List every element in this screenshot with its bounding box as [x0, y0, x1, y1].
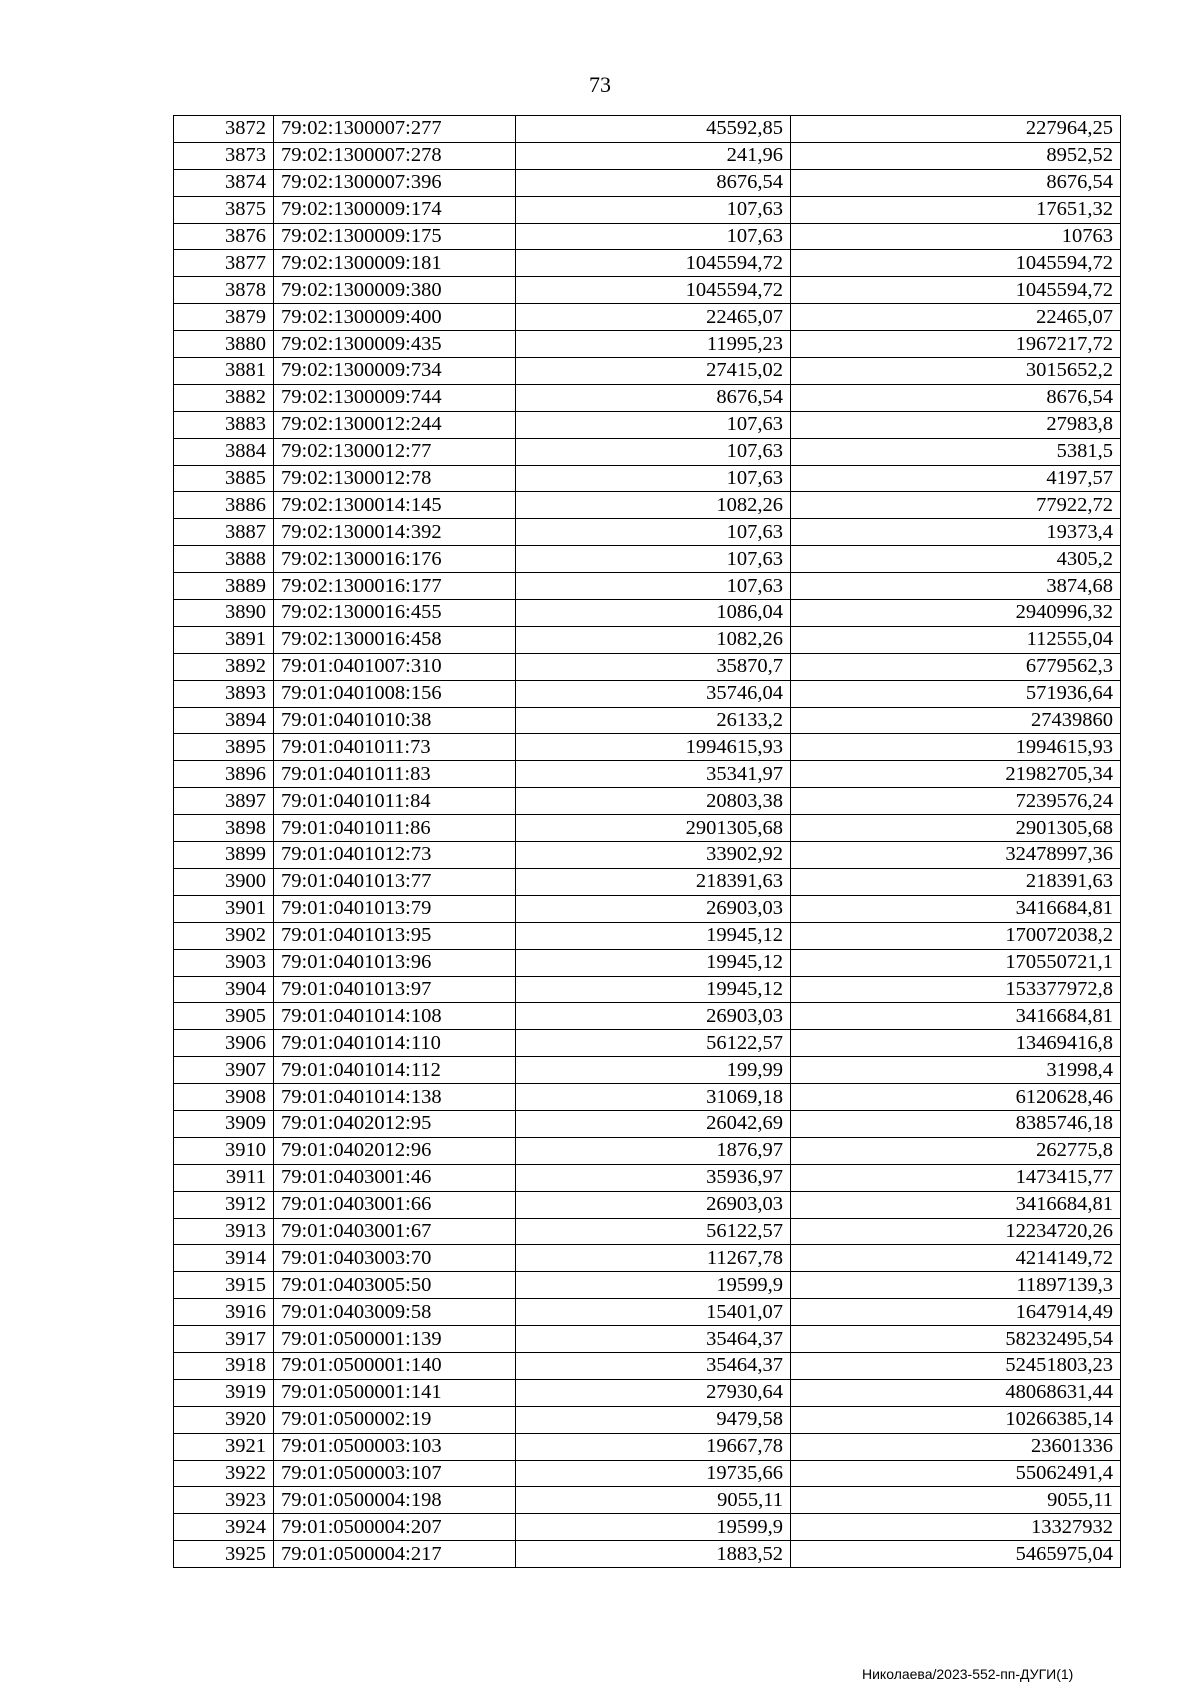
value-1: 26903,03 — [516, 895, 791, 922]
cadastral-number: 79:01:0401008:156 — [274, 680, 516, 707]
table-row — [174, 600, 1121, 627]
row-number: 3897 — [174, 788, 274, 815]
value-1: 107,63 — [516, 223, 791, 250]
table-row — [174, 1191, 1121, 1218]
value-1: 45592,85 — [516, 116, 791, 143]
cadastral-number: 79:01:0403005:50 — [274, 1272, 516, 1299]
table-row — [174, 519, 1121, 546]
table-row — [174, 895, 1121, 922]
value-1: 1082,26 — [516, 626, 791, 653]
row-number: 3890 — [174, 600, 274, 627]
value-2: 10266385,14 — [791, 1406, 1121, 1433]
value-1: 56122,57 — [516, 1030, 791, 1057]
cadastral-number: 79:02:1300009:744 — [274, 384, 516, 411]
row-number: 3919 — [174, 1379, 274, 1406]
table-row — [174, 223, 1121, 250]
row-number: 3918 — [174, 1352, 274, 1379]
table-row — [174, 1218, 1121, 1245]
value-2: 1967217,72 — [791, 331, 1121, 358]
value-1: 19945,12 — [516, 922, 791, 949]
table-row — [174, 1326, 1121, 1353]
value-2: 17651,32 — [791, 196, 1121, 223]
row-number: 3874 — [174, 169, 274, 196]
value-1: 8676,54 — [516, 384, 791, 411]
row-number: 3893 — [174, 680, 274, 707]
row-number: 3896 — [174, 761, 274, 788]
cadastral-number: 79:01:0401011:84 — [274, 788, 516, 815]
value-2: 3416684,81 — [791, 1191, 1121, 1218]
row-number: 3883 — [174, 411, 274, 438]
value-1: 15401,07 — [516, 1299, 791, 1326]
row-number: 3891 — [174, 626, 274, 653]
value-2: 3015652,2 — [791, 358, 1121, 385]
value-2: 58232495,54 — [791, 1326, 1121, 1353]
cadastral-number: 79:02:1300007:277 — [274, 116, 516, 143]
table-row — [174, 707, 1121, 734]
table-row — [174, 304, 1121, 331]
value-1: 241,96 — [516, 142, 791, 169]
value-1: 35870,7 — [516, 653, 791, 680]
table-row — [174, 438, 1121, 465]
row-number: 3920 — [174, 1406, 274, 1433]
value-1: 8676,54 — [516, 169, 791, 196]
cadastral-number: 79:01:0403001:46 — [274, 1164, 516, 1191]
table-row — [174, 1003, 1121, 1030]
cadastral-number: 79:01:0401011:73 — [274, 734, 516, 761]
cadastral-number: 79:02:1300009:175 — [274, 223, 516, 250]
row-number: 3881 — [174, 358, 274, 385]
cadastral-number: 79:01:0401014:108 — [274, 1003, 516, 1030]
row-number: 3898 — [174, 815, 274, 842]
value-1: 107,63 — [516, 196, 791, 223]
row-number: 3900 — [174, 868, 274, 895]
cadastral-number: 79:01:0403003:70 — [274, 1245, 516, 1272]
row-number: 3913 — [174, 1218, 274, 1245]
row-number: 3909 — [174, 1110, 274, 1137]
row-number: 3925 — [174, 1541, 274, 1568]
table-row — [174, 653, 1121, 680]
value-2: 48068631,44 — [791, 1379, 1121, 1406]
cadastral-number: 79:01:0402012:95 — [274, 1110, 516, 1137]
cadastral-number: 79:01:0401014:112 — [274, 1057, 516, 1084]
table-row — [174, 116, 1121, 143]
value-1: 19599,9 — [516, 1514, 791, 1541]
table-row — [174, 250, 1121, 277]
table-row — [174, 680, 1121, 707]
value-1: 1883,52 — [516, 1541, 791, 1568]
value-2: 218391,63 — [791, 868, 1121, 895]
table-row — [174, 626, 1121, 653]
row-number: 3901 — [174, 895, 274, 922]
value-2: 8676,54 — [791, 169, 1121, 196]
value-1: 107,63 — [516, 465, 791, 492]
value-1: 107,63 — [516, 546, 791, 573]
table-row — [174, 1137, 1121, 1164]
row-number: 3914 — [174, 1245, 274, 1272]
value-2: 13327932 — [791, 1514, 1121, 1541]
value-1: 35936,97 — [516, 1164, 791, 1191]
value-2: 2940996,32 — [791, 600, 1121, 627]
cadastral-number: 79:01:0401010:38 — [274, 707, 516, 734]
cadastral-number: 79:02:1300009:734 — [274, 358, 516, 385]
row-number: 3906 — [174, 1030, 274, 1057]
table-row — [174, 1379, 1121, 1406]
table-row — [174, 1164, 1121, 1191]
cadastral-number: 79:02:1300016:177 — [274, 573, 516, 600]
value-2: 32478997,36 — [791, 842, 1121, 869]
cadastral-number: 79:01:0401011:86 — [274, 815, 516, 842]
value-2: 21982705,34 — [791, 761, 1121, 788]
value-2: 1473415,77 — [791, 1164, 1121, 1191]
table-row — [174, 788, 1121, 815]
cadastral-number: 79:02:1300016:455 — [274, 600, 516, 627]
cadastral-number: 79:02:1300007:396 — [274, 169, 516, 196]
value-2: 2901305,68 — [791, 815, 1121, 842]
value-2: 4197,57 — [791, 465, 1121, 492]
cadastral-number: 79:02:1300007:278 — [274, 142, 516, 169]
table-row — [174, 815, 1121, 842]
value-2: 52451803,23 — [791, 1352, 1121, 1379]
value-1: 1876,97 — [516, 1137, 791, 1164]
table-row — [174, 1460, 1121, 1487]
cadastral-number: 79:01:0401013:77 — [274, 868, 516, 895]
value-1: 199,99 — [516, 1057, 791, 1084]
value-2: 153377972,8 — [791, 976, 1121, 1003]
row-number: 3903 — [174, 949, 274, 976]
value-2: 3416684,81 — [791, 1003, 1121, 1030]
cadastral-number: 79:02:1300009:174 — [274, 196, 516, 223]
value-2: 4214149,72 — [791, 1245, 1121, 1272]
table-row — [174, 1514, 1121, 1541]
value-1: 22465,07 — [516, 304, 791, 331]
value-1: 107,63 — [516, 573, 791, 600]
table-row — [174, 868, 1121, 895]
value-1: 31069,18 — [516, 1084, 791, 1111]
value-2: 6779562,3 — [791, 653, 1121, 680]
table-row — [174, 949, 1121, 976]
cadastral-number: 79:01:0401014:110 — [274, 1030, 516, 1057]
value-1: 27415,02 — [516, 358, 791, 385]
table-row — [174, 734, 1121, 761]
table-row — [174, 331, 1121, 358]
value-2: 22465,07 — [791, 304, 1121, 331]
value-1: 1082,26 — [516, 492, 791, 519]
table-row — [174, 196, 1121, 223]
cadastral-number: 79:01:0401012:73 — [274, 842, 516, 869]
value-2: 3416684,81 — [791, 895, 1121, 922]
row-number: 3875 — [174, 196, 274, 223]
cadastral-number: 79:02:1300009:400 — [274, 304, 516, 331]
row-number: 3886 — [174, 492, 274, 519]
table-row — [174, 384, 1121, 411]
value-2: 31998,4 — [791, 1057, 1121, 1084]
row-number: 3923 — [174, 1487, 274, 1514]
table-row — [174, 1406, 1121, 1433]
value-1: 19599,9 — [516, 1272, 791, 1299]
table-row — [174, 761, 1121, 788]
value-2: 12234720,26 — [791, 1218, 1121, 1245]
value-2: 262775,8 — [791, 1137, 1121, 1164]
row-number: 3882 — [174, 384, 274, 411]
cadastral-number: 79:01:0500004:217 — [274, 1541, 516, 1568]
row-number: 3905 — [174, 1003, 274, 1030]
row-number: 3922 — [174, 1460, 274, 1487]
value-2: 5465975,04 — [791, 1541, 1121, 1568]
cadastral-number: 79:01:0500001:139 — [274, 1326, 516, 1353]
value-2: 170072038,2 — [791, 922, 1121, 949]
table-row — [174, 1299, 1121, 1326]
cadastral-number: 79:01:0401011:83 — [274, 761, 516, 788]
row-number: 3911 — [174, 1164, 274, 1191]
cadastral-number: 79:01:0403009:58 — [274, 1299, 516, 1326]
table-row — [174, 142, 1121, 169]
value-1: 218391,63 — [516, 868, 791, 895]
cadastral-number: 79:02:1300009:380 — [274, 277, 516, 304]
cadastral-number: 79:02:1300012:78 — [274, 465, 516, 492]
value-2: 23601336 — [791, 1433, 1121, 1460]
value-1: 20803,38 — [516, 788, 791, 815]
value-1: 26903,03 — [516, 1191, 791, 1218]
row-number: 3916 — [174, 1299, 274, 1326]
table-row — [174, 358, 1121, 385]
cadastral-number: 79:02:1300016:176 — [274, 546, 516, 573]
value-2: 571936,64 — [791, 680, 1121, 707]
row-number: 3888 — [174, 546, 274, 573]
data-table — [173, 115, 1121, 1568]
cadastral-number: 79:02:1300009:435 — [274, 331, 516, 358]
cadastral-number: 79:02:1300014:145 — [274, 492, 516, 519]
row-number: 3889 — [174, 573, 274, 600]
table-row — [174, 1245, 1121, 1272]
table-row — [174, 277, 1121, 304]
row-number: 3904 — [174, 976, 274, 1003]
value-1: 1086,04 — [516, 600, 791, 627]
value-2: 13469416,8 — [791, 1030, 1121, 1057]
table-row — [174, 169, 1121, 196]
cadastral-number: 79:01:0500001:141 — [274, 1379, 516, 1406]
cadastral-number: 79:01:0500004:207 — [274, 1514, 516, 1541]
value-1: 19735,66 — [516, 1460, 791, 1487]
row-number: 3910 — [174, 1137, 274, 1164]
value-2: 27439860 — [791, 707, 1121, 734]
row-number: 3915 — [174, 1272, 274, 1299]
cadastral-number: 79:01:0401007:310 — [274, 653, 516, 680]
cadastral-number: 79:01:0500004:198 — [274, 1487, 516, 1514]
cadastral-number: 79:01:0403001:66 — [274, 1191, 516, 1218]
row-number: 3902 — [174, 922, 274, 949]
value-2: 227964,25 — [791, 116, 1121, 143]
row-number: 3878 — [174, 277, 274, 304]
value-1: 11267,78 — [516, 1245, 791, 1272]
value-2: 55062491,4 — [791, 1460, 1121, 1487]
value-1: 35464,37 — [516, 1352, 791, 1379]
table-row — [174, 1272, 1121, 1299]
value-1: 26133,2 — [516, 707, 791, 734]
table-row — [174, 546, 1121, 573]
row-number: 3917 — [174, 1326, 274, 1353]
row-number: 3887 — [174, 519, 274, 546]
cadastral-number: 79:02:1300012:244 — [274, 411, 516, 438]
value-1: 107,63 — [516, 438, 791, 465]
value-1: 11995,23 — [516, 331, 791, 358]
value-2: 11897139,3 — [791, 1272, 1121, 1299]
row-number: 3895 — [174, 734, 274, 761]
value-2: 27983,8 — [791, 411, 1121, 438]
table-row — [174, 492, 1121, 519]
value-1: 1045594,72 — [516, 277, 791, 304]
cadastral-number: 79:02:1300009:181 — [274, 250, 516, 277]
value-2: 1045594,72 — [791, 277, 1121, 304]
row-number: 3924 — [174, 1514, 274, 1541]
row-number: 3880 — [174, 331, 274, 358]
row-number: 3873 — [174, 142, 274, 169]
value-1: 19945,12 — [516, 949, 791, 976]
value-1: 9479,58 — [516, 1406, 791, 1433]
value-2: 1647914,49 — [791, 1299, 1121, 1326]
value-1: 26903,03 — [516, 1003, 791, 1030]
value-1: 9055,11 — [516, 1487, 791, 1514]
cadastral-number: 79:02:1300012:77 — [274, 438, 516, 465]
row-number: 3899 — [174, 842, 274, 869]
value-2: 8385746,18 — [791, 1110, 1121, 1137]
row-number: 3912 — [174, 1191, 274, 1218]
value-1: 19945,12 — [516, 976, 791, 1003]
row-number: 3908 — [174, 1084, 274, 1111]
table-body — [174, 116, 1121, 1568]
value-2: 6120628,46 — [791, 1084, 1121, 1111]
value-2: 5381,5 — [791, 438, 1121, 465]
cadastral-number: 79:01:0403001:67 — [274, 1218, 516, 1245]
cadastral-number: 79:01:0401014:138 — [274, 1084, 516, 1111]
cadastral-number: 79:01:0401013:96 — [274, 949, 516, 976]
table-row — [174, 842, 1121, 869]
table-row — [174, 1084, 1121, 1111]
value-2: 170550721,1 — [791, 949, 1121, 976]
value-1: 26042,69 — [516, 1110, 791, 1137]
cadastral-number: 79:01:0500003:103 — [274, 1433, 516, 1460]
value-2: 19373,4 — [791, 519, 1121, 546]
table-row — [174, 573, 1121, 600]
table-row — [174, 1541, 1121, 1568]
row-number: 3894 — [174, 707, 274, 734]
value-1: 35341,97 — [516, 761, 791, 788]
row-number: 3877 — [174, 250, 274, 277]
value-1: 1045594,72 — [516, 250, 791, 277]
cadastral-number: 79:01:0401013:79 — [274, 895, 516, 922]
value-1: 33902,92 — [516, 842, 791, 869]
row-number: 3885 — [174, 465, 274, 492]
table-row — [174, 1352, 1121, 1379]
value-2: 8676,54 — [791, 384, 1121, 411]
value-2: 112555,04 — [791, 626, 1121, 653]
table-row — [174, 1487, 1121, 1514]
table-row — [174, 1057, 1121, 1084]
value-1: 1994615,93 — [516, 734, 791, 761]
value-1: 107,63 — [516, 411, 791, 438]
row-number: 3876 — [174, 223, 274, 250]
row-number: 3879 — [174, 304, 274, 331]
row-number: 3907 — [174, 1057, 274, 1084]
cadastral-number: 79:02:1300016:458 — [274, 626, 516, 653]
row-number: 3921 — [174, 1433, 274, 1460]
cadastral-number: 79:01:0500001:140 — [274, 1352, 516, 1379]
table-row — [174, 1030, 1121, 1057]
value-2: 9055,11 — [791, 1487, 1121, 1514]
value-2: 1994615,93 — [791, 734, 1121, 761]
value-2: 3874,68 — [791, 573, 1121, 600]
value-1: 2901305,68 — [516, 815, 791, 842]
value-2: 8952,52 — [791, 142, 1121, 169]
cadastral-number: 79:02:1300014:392 — [274, 519, 516, 546]
value-2: 7239576,24 — [791, 788, 1121, 815]
value-1: 35746,04 — [516, 680, 791, 707]
value-2: 10763 — [791, 223, 1121, 250]
table-row — [174, 922, 1121, 949]
cadastral-number: 79:01:0402012:96 — [274, 1137, 516, 1164]
row-number: 3892 — [174, 653, 274, 680]
cadastral-number: 79:01:0500002:19 — [274, 1406, 516, 1433]
value-1: 19667,78 — [516, 1433, 791, 1460]
cadastral-number: 79:01:0401013:95 — [274, 922, 516, 949]
value-1: 56122,57 — [516, 1218, 791, 1245]
value-2: 77922,72 — [791, 492, 1121, 519]
table-row — [174, 976, 1121, 1003]
page-number: 73 — [589, 72, 611, 97]
footer-document-code: Николаева/2023-552-пп-ДУГИ(1) — [862, 1666, 1074, 1682]
value-1: 35464,37 — [516, 1326, 791, 1353]
table-row — [174, 1110, 1121, 1137]
cadastral-number: 79:01:0500003:107 — [274, 1460, 516, 1487]
row-number: 3884 — [174, 438, 274, 465]
value-1: 27930,64 — [516, 1379, 791, 1406]
value-1: 107,63 — [516, 519, 791, 546]
table-row — [174, 465, 1121, 492]
row-number: 3872 — [174, 116, 274, 143]
cadastral-number: 79:01:0401013:97 — [274, 976, 516, 1003]
value-2: 4305,2 — [791, 546, 1121, 573]
value-2: 1045594,72 — [791, 250, 1121, 277]
table-row — [174, 411, 1121, 438]
table-row — [174, 1433, 1121, 1460]
